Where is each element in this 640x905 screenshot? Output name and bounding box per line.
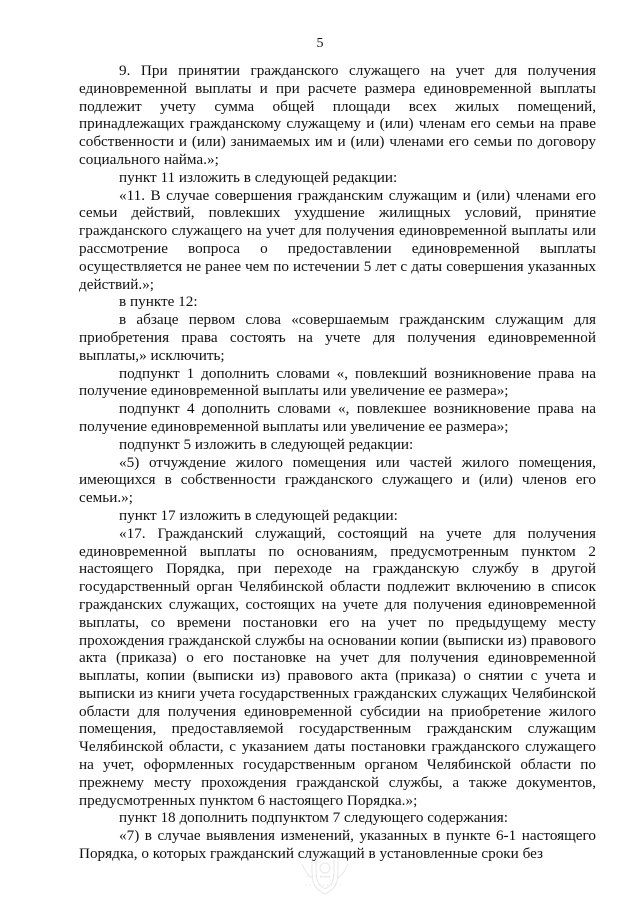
paragraph: в абзаце первом слова «совершаемым гражданским служащим для приобретения права состоять на учете для получения единовременной выплаты,» исключить;	[79, 311, 596, 364]
paragraph: подпункт 4 дополнить словами «, повлекшее возникновение права на получение единовременной выплаты или увеличение ее размера»;	[79, 400, 596, 435]
paragraph: «11. В случае совершения гражданским служащим и (или) членами его семьи действий, повлекших ухудшение жилищных условий, принятие гражданского служащего на учет для получения единовременной выплаты или рассмотрение вопроса о предоставлении единовременной выплаты осуществляется не ранее чем по истечении 5 лет с даты совершения указанных действий.»;	[79, 186, 596, 293]
watermark-text: · · · · · · · · · · · · · · · · ·	[304, 873, 342, 889]
paragraph: «17. Гражданский служащий, состоящий на учете для получения единовременной выплаты по основаниям, предусмотренным пунктом 2 настоящего Порядка, при переходе на гражданскую службу в другой государственный орган Челябинской области подлежит включению в список гражданских служащих, состоящих на учете для получения единовременной выплаты, со времени постановки его на учет по предыдущему месту прохождения гражданской службы на основании копии (выписки из) правового акта (приказа) о его постановке на учет для получения единовременной выплаты, копии (выписки из) правового акта (приказа) о снятии с учета и выписки из книги учета государственных гражданских служащих Челябинской области для получения единовременной субсидии на приобретение жилого помещения, предоставляемой государственным гражданским служащим Челябинской области, с указанием даты постановки гражданского служащего на учет, оформленных государственным органом Челябинской области по прежнему месту прохождения гражданской службы, а также документов, предусмотренных пунктом 6 настоящего Порядка.»;	[79, 524, 596, 809]
paragraph: подпункт 1 дополнить словами «, повлекший возникновение права на получение единовременной выплаты или увеличение ее размера»;	[79, 364, 596, 400]
paragraph: пункт 11 изложить в следующей редакции:	[119, 168, 398, 186]
paragraph: «7) в случае выявления изменений, указанных в пункте 6-1 настоящего Порядка, о которых гражданский служащий в установленные сроки без	[79, 827, 596, 863]
paragraph: 9. При принятии гражданского служащего на учет для получения единовременной выплаты и при расчете размера единовременной выплаты подлежит учету сумма общей площади всех жилых помещений, принадлежащих гражданскому служащему и (или) членам его семьи на праве собственности и (или) занимаемых им и (или) членами его семьи по договору социального найма.»;	[79, 62, 596, 168]
paragraph: пункт 18 дополнить подпунктом 7 следующего содержания:	[119, 809, 508, 827]
paragraph: подпункт 5 изложить в следующей редакции:	[119, 435, 414, 453]
paragraph: пункт 17 изложить в следующей редакции:	[119, 506, 398, 524]
document-body	[79, 62, 596, 863]
page-number: 5	[316, 36, 324, 51]
paragraph: «5) отчуждение жилого помещения или частей жилого помещения, имеющихся в собственности гражданского служащего и (или) членов его семьи.»;	[79, 453, 596, 507]
paragraph: в пункте 12:	[119, 293, 198, 311]
